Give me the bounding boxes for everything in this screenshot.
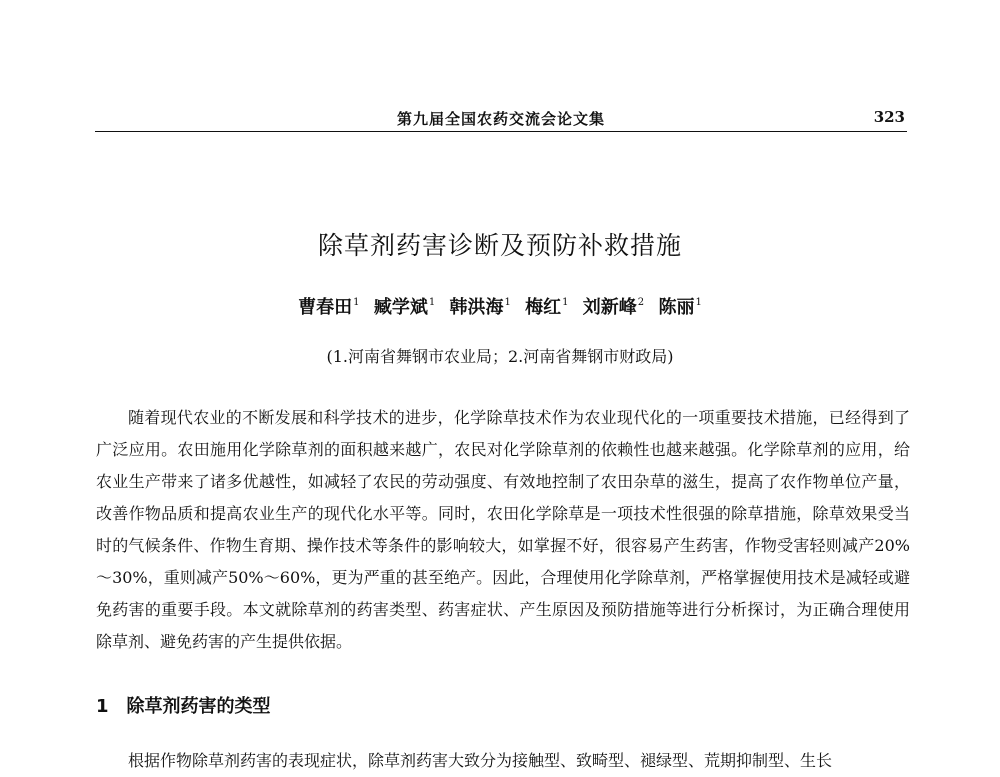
author-name: 梅红 bbox=[525, 297, 562, 318]
author bbox=[583, 293, 644, 319]
section-heading bbox=[96, 692, 271, 718]
affiliation-marker: 1 bbox=[428, 297, 436, 308]
author-name: 曹春田 bbox=[298, 297, 353, 318]
author-list bbox=[0, 293, 1000, 319]
affiliation-marker: 2 bbox=[637, 297, 645, 308]
next-paragraph-partial: 根据作物除草剂药害的表现症状，除草剂药害大致分为接触型、致畸型、褪绿型、荒期抑制型、生长 bbox=[128, 751, 833, 770]
author bbox=[374, 293, 435, 319]
author bbox=[449, 293, 510, 319]
section-title: 除草剂药害的类型 bbox=[126, 696, 271, 717]
running-title: 第九届全国农药交流会论文集 bbox=[396, 110, 605, 128]
author-name: 陈丽 bbox=[658, 297, 695, 318]
author-name: 臧学斌 bbox=[373, 297, 428, 318]
affiliation-marker: 1 bbox=[504, 297, 511, 308]
author bbox=[298, 293, 359, 319]
intro-paragraph: 随着现代农业的不断发展和科学技术的进步，化学除草技术作为农业现代化的一项重要技术措施，已经得到了广泛应用。农田施用化学除草剂的面积越来越广，农民对化学除草剂的依赖性也越来越强。化学除草剂的应用，给农业生产带来了诸多优越性，如减轻了农民的劳动强度、有效地控制了农田杂草的滋生，提高了农作物单位产量，改善作物品质和提高农业生产的现代化水平等。同时，农田化学除草是一项技术性很强的除草措施，除草效果受当时的气候条件、作物生育期、操作技术等条件的影响较大，如掌握不好，很容易产生药害，作物受害轻则减产20%～30%，重则减产50%～60%，更为严重的甚至绝产。因此，合理使用化学除草剂，严格掌握使用技术是减轻或避免药害的重要手段。本文就除草剂的药害类型、药害症状、产生原因及预防措施等进行分析探讨，为正确合理使用除草剂、避免药害的产生提供依据。 bbox=[96, 408, 910, 651]
page-number: 323 bbox=[873, 108, 905, 126]
affiliation: (1.河南省舞钢市农业局；2.河南省舞钢市财政局) bbox=[326, 347, 674, 366]
affiliation-marker: 1 bbox=[562, 297, 569, 308]
author-name: 刘新峰 bbox=[582, 297, 637, 318]
author-name: 韩洪海 bbox=[449, 297, 504, 318]
author bbox=[525, 293, 568, 319]
affiliation-marker: 1 bbox=[353, 297, 360, 308]
author bbox=[658, 293, 701, 319]
affiliation-marker: 1 bbox=[695, 297, 702, 308]
running-header bbox=[95, 106, 907, 132]
section-number: 1 bbox=[96, 696, 109, 717]
paper-title: 除草剂药害诊断及预防补救措施 bbox=[317, 231, 682, 260]
header-rule bbox=[95, 131, 907, 132]
